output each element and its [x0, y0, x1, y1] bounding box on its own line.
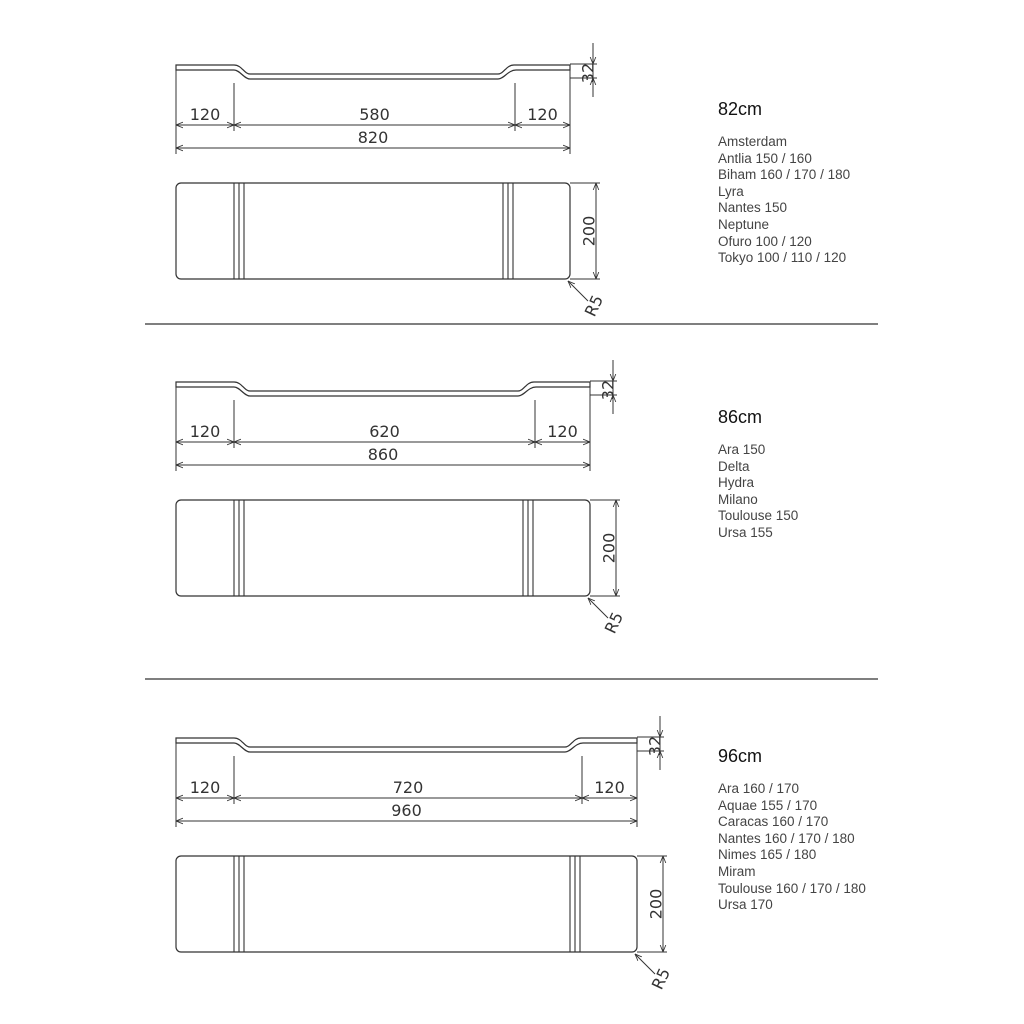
model-list — [718, 442, 998, 542]
size-title: 86cm — [718, 407, 763, 427]
dimension-label-total: 860 — [367, 445, 399, 464]
dimension-label-right: 120 — [547, 422, 578, 441]
section-drawing-82cm — [176, 43, 607, 319]
model-item: Ara 160 / 170 — [718, 781, 800, 796]
dimension-label-radius: R5 — [580, 292, 608, 320]
profile-view — [176, 738, 637, 752]
model-item: Ofuro 100 / 120 — [718, 233, 812, 249]
dimension-label-left: 120 — [189, 105, 221, 124]
dimension-label-right: 120 — [594, 778, 625, 797]
dimension-label-width: 200 — [646, 888, 666, 920]
section-drawing-96cm — [176, 716, 674, 992]
model-item: Nantes 160 / 170 / 180 — [718, 830, 855, 846]
size-title: 82cm — [718, 99, 763, 119]
radius-leader — [588, 598, 608, 618]
dimension-label-middle: 620 — [369, 422, 400, 441]
model-item: Ara 150 — [718, 442, 766, 457]
dimension-label-middle: 580 — [359, 105, 390, 124]
model-list — [718, 134, 998, 267]
model-item: Nantes 150 — [718, 200, 788, 216]
model-item: Tokyo 100 / 110 / 120 — [718, 250, 847, 266]
dimension-label-middle: 720 — [392, 778, 424, 797]
model-item: Lyra — [718, 183, 744, 199]
section-info-82 — [718, 98, 998, 267]
section-drawing-86cm — [176, 360, 627, 636]
model-item: Aquae 155 / 170 — [718, 797, 818, 813]
model-item: Amsterdam — [718, 134, 788, 149]
dimension-label-right: 120 — [527, 105, 558, 124]
model-item: Biham 160 / 170 / 180 — [718, 167, 851, 183]
dimension-label-thickness: 32 — [645, 735, 665, 757]
radius-leader — [635, 954, 655, 974]
model-item: Antlia 150 / 160 — [718, 150, 812, 166]
dimension-label-radius: R5 — [647, 965, 675, 993]
model-item: Nimes 165 / 180 — [718, 847, 817, 863]
dimension-label-total: 960 — [391, 801, 422, 820]
section-info-86 — [718, 406, 998, 542]
dimension-label-left: 120 — [189, 778, 221, 797]
profile-view — [176, 382, 590, 396]
model-item: Toulouse 160 / 170 / 180 — [718, 880, 866, 896]
plan-view — [176, 856, 637, 952]
size-title: 96cm — [718, 746, 763, 766]
model-list — [718, 781, 998, 914]
model-item: Milano — [718, 491, 758, 507]
model-item: Ursa 155 — [718, 524, 773, 540]
model-item: Ursa 170 — [718, 897, 773, 913]
model-item: Neptune — [718, 216, 770, 232]
model-item: Delta — [718, 458, 750, 474]
plan-view — [176, 183, 570, 279]
dimension-label-width: 200 — [579, 215, 599, 247]
dimension-label-total: 820 — [357, 128, 389, 147]
radius-leader — [568, 281, 588, 301]
profile-view — [176, 65, 570, 79]
model-item: Hydra — [718, 475, 755, 491]
dimension-label-radius: R5 — [600, 609, 628, 637]
model-item: Toulouse 150 — [718, 508, 799, 524]
dimension-label-left: 120 — [189, 422, 221, 441]
model-item: Miram — [718, 863, 756, 879]
dimension-label-thickness: 32 — [598, 379, 618, 401]
model-item: Caracas 160 / 170 — [718, 814, 829, 830]
section-info-96 — [718, 745, 998, 914]
dimension-label-thickness: 32 — [578, 62, 598, 84]
dimension-label-width: 200 — [599, 532, 619, 564]
